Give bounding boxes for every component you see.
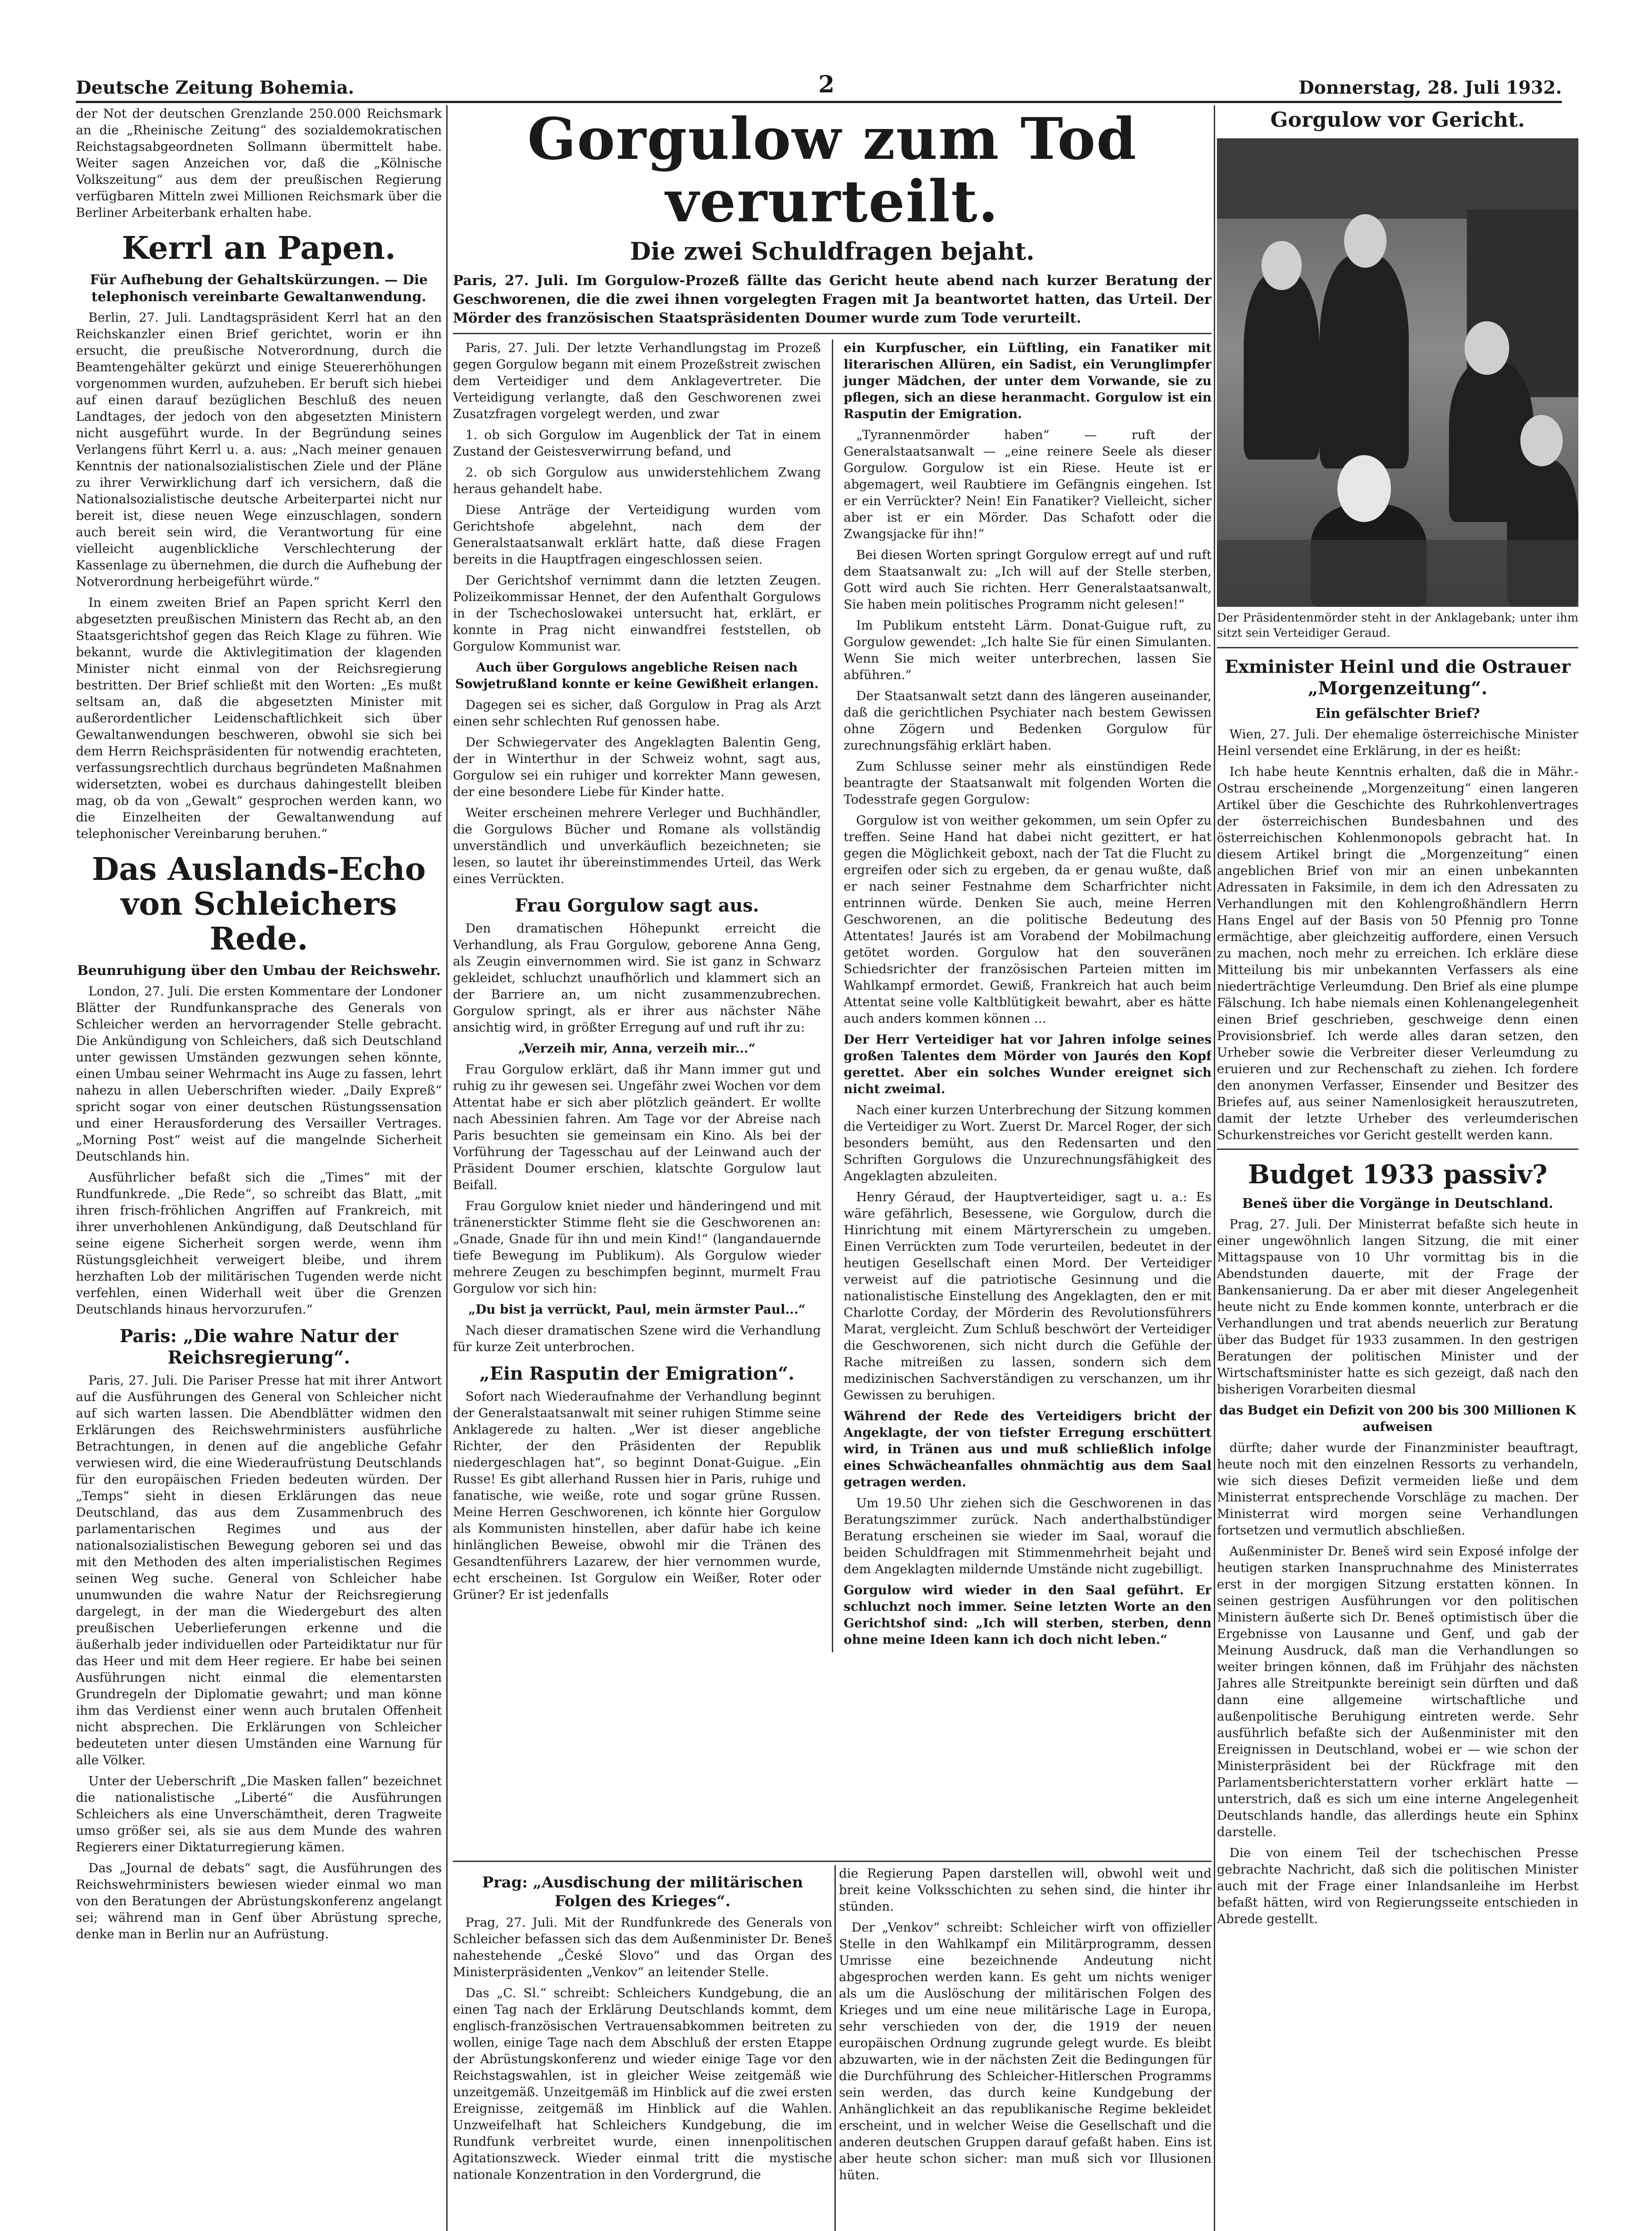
story-bold-paragraph: Während der Rede des Verteidigers bricht der Angeklagte, der von tiefster Erregung erschüttert wird, in Tränen aus und muß schließlich infolge eines Schwächeanfalles ohnmächtig aus dem Saal getragen werden. <box>843 1409 1212 1489</box>
divider <box>1217 1149 1578 1150</box>
main-story <box>453 105 1212 1966</box>
main-subheadline: Die zwei Schuldfragen bejaht. <box>630 237 1035 265</box>
kerrl-subheadline: Für Aufhebung der Gehaltskürzungen. — Die telephonisch vereinbarte Gewaltanwendung. <box>90 272 428 305</box>
budget-bold-line: das Budget ein Defizit von 200 bis 300 Millionen K aufweisen <box>1219 1403 1576 1434</box>
column-rule <box>832 340 833 1652</box>
story-paragraph: Sofort nach Wiederaufnahme der Verhandlung beginnt der Generalstaatsanwalt mit seiner ruhigen Stimme seine Anklagerede zu halten. „Wer ist dieser angebliche Richter, der den Präsidenten der Republik niedergeschlagen hat“, so beginnt Donat-Guigue. „Ein Russe! Es gibt allerhand Russen hier in Paris, ruhige und fanatische, wie weiße, rote und sogar grüne Russen. Meine Herren Geschworenen, ich könnte hier Gorgulow als Kommunisten hinstellen, aber dafür habe ich keine hinlänglichen Beweise, obwohl mir die Tränen des Gesandtenführers Lazarew, der hier vernommen wurde, echt erscheinen. Ist Gorgulow ein Weißer, Roter oder Grüner? Er ist jedenfalls <box>453 1389 821 1602</box>
prag-paragraph: Der „Venkov“ schreibt: Schleicher wirft von offizieller Stelle in den Wahlkampf ein Militärprogramm, dessen Umrisse eine bezeichnende Andeutung nicht abgesprochen werden kann. Es geht um nichts weniger als um die Auslöschung der militärischen Folgen des Krieges und um eine neue militärische Lage in Europa, sehr verschieden von der, die 1919 der neuen europäischen Ordnung zugrunde gelegt wurde. Es bleibt abzuwarten, wie in der nächsten Zeit die Bedingungen für die Durchführung des Schleicher-Hitlerschen Programms sein werden, das durch keine Kundgebung der Anhänglichkeit an das republikanische Regime bekleidet erscheint, und in welcher Weise die Gesellschaft und die anderen deutschen Gruppen darauf gefaßt haben. Eins ist aber heute schon sicher: man muß sich vor Illusionen hüten. <box>839 1920 1212 2182</box>
rasputin-headline: „Ein Rasputin der Emigration“. <box>479 1363 795 1384</box>
story-bold-line: Auch über Gorgulows angebliche Reisen nach Sowjetrußland konnte er keine Gewißheit erlangen. <box>455 660 819 691</box>
prag-paragraph: die Regierung Papen darstellen will, obwohl weit und breit keine Volksschichten zu sehen sind, die hinter ihr stünden. <box>839 1866 1212 1914</box>
budget-paragraph: Außenminister Dr. Beneš wird sein Exposé infolge der heutigen starken Inanspruchnahme des Ministerrates erst in der morgigen Sitzung erstatten können. In seinen gestrigen Ausführungen vor den politischen Ministern äußerte sich Dr. Beneš optimistisch über die Ergebnisse von Lausanne und Genf, und gab der Meinung Ausdruck, daß man die Verhandlungen so weiter bringen können, daß im Frühjahr des nächsten Jahres alle Streitpunkte bereinigt sein dürften und daß dann eine allgemeine wirtschaftliche und außenpolitische Beruhigung eintreten werde. Sehr ausführlich befaßte sich der Außenminister mit den Ereignissen in Deutschland, wobei er — wie schon der Ministerpräsident bei der Rückfrage mit den Parlamentsberichterstattern vorher erklärt hatte — unterstrich, daß es sich um eine interne Angelegenheit Deutschlands handle, das allerdings heute ein Sphinx darstelle. <box>1217 1544 1578 1839</box>
paris-paragraph: Das „Journal de debats“ sagt, die Ausführungen des Reichswehrministers bewiesen wieder einmal wo man von den Beratungen der Abrüstungskonferenz angelangt sei; während man in Genf über Abrüstung spreche, denke man in Berlin nur an Aufrüstung. <box>76 1861 442 1941</box>
story-paragraph: Zum Schlusse seiner mehr als einstündigen Rede beantragte der Staatsanwalt mit folgenden Worten die Todesstrafe gegen Gorgulow: <box>843 759 1212 807</box>
kerrl-paragraph: In einem zweiten Brief an Papen spricht Kerrl den abgesetzten preußischen Ministern das Recht ab, an den Staatsgerichtshof gegen das Reich Klage zu führen. Wie bekannt, wurde die Aktivlegitimation der klagenden Minister nicht einmal von der Reichsregierung bestritten. Der Brief schließt mit den Worten: „Es mußt seltsam an, daß die abgesetzten Minister mit außerordentlicher Leidenschaftlichkeit sich über Gewaltanwendungen beschweren, obwohl sie sich bei dem Herrn Reichspräsidenten für notwendig erachteten, verfassungsrechtlich durchaus begründeten Maßnahmen widersetzten, wobei es durchaus dahingestellt bleiben mag, ob da von „Gewalt“ gesprochen werden kann, wo die Einzelheiten der Gewaltanwendung auf telephonischer Vereinbarung beruhen.“ <box>76 595 442 841</box>
paris-paragraph: Paris, 27. Juli. Die Pariser Presse hat mit ihrer Antwort auf die Ausführungen des General von Schleicher nicht auf sich warten lassen. Die Abendblätter widmen den Erklärungen des Reichswehrministers ausführliche Betrachtungen, in denen auf die angebliche Gefahr verwiesen wird, die eine Wiederaufrüstung Deutschlands für den europäischen Frieden bedeuten würden. Der „Temps“ sieht in diesen Erklärungen das neue Deutschland, das aus dem Zusammenbruch des parlamentarischen Regimes und aus der nationalsozialistischen Bewegung geboren sei und das mit den Methoden des alten imperialistischen Regimes seinen Weg suche. General von Schleicher habe unumwunden die wahre Natur der Reichsregierung dargelegt, in der man die Wiedergeburt des alten preußischen Ueberlieferungen erkenne und die äußerhalb jeder individuellen oder Parteidiktatur nur für das Heer und mit dem Heer regiere. Er habe bei seinen Ausführungen nicht einmal die elementarsten Grundregeln der Diplomatie gewahrt; und man könne ihm das Verdienst einer wenn auch brutalen Offenheit nicht absprechen. Die Erklärungen von Schleicher bedeuteten unter diesen Umständen eine Warnung für alle Völker. <box>76 1373 442 1767</box>
story-paragraph: Der Staatsanwalt setzt dann des längeren auseinander, daß die gerichtlichen Psychiater nach bestem Gewissen ohne Zögern und Bedenken Gorgulow für zurechnungsfähig erklärt haben. <box>843 688 1212 753</box>
story-paragraph: Paris, 27. Juli. Der letzte Verhandlungstag im Prozeß gegen Gorgulow begann mit einem Prozeßstreit zwischen dem Verteidiger und dem Anklagevertreter. Die Verteidigung verlangte, daß den Geschworenen zwei Zusatzfragen vorgelegt werden, und zwar <box>453 340 821 421</box>
story-paragraph: Diese Anträge der Verteidigung wurden vom Gerichtshofe abgelehnt, nach dem der Generalstaatsanwalt erklärt hatte, daß diese Fragen bereits in die Hauptfragen eingeschlossen seien. <box>453 502 821 567</box>
story-paragraph: Um 19.50 Uhr ziehen sich die Geschworenen in das Beratungszimmer zurück. Nach anderthalbstündiger Beratung erscheinen sie wieder im Saal, worauf die beiden Schuldfragen mit Stimmenmehrheit bejaht und dem Angeklagten mildernde Umstände nicht zugebilligt. <box>843 1496 1212 1576</box>
story-paragraph: Bei diesen Worten springt Gorgulow erregt auf und ruft dem Staatsanwalt zu: „Ich will auf der Stelle sterben, Gott wird auch Sie richten. Herr Generalstaatsanwalt, Sie haben mein politisches Programm nicht gelesen!“ <box>843 547 1212 612</box>
paris-paragraph: Unter der Ueberschrift „Die Masken fallen“ bezeichnet die nationalistische „Liberté“ die Ausführungen Schleichers als eine Unverschämtheit, deren Tragweite umso größer sei, als sie aus dem Munde des wahren Regierers einer Diktaturregierung kämen. <box>76 1774 442 1854</box>
story-paragraph: Der Schwiegervater des Angeklagten Balentin Geng, der in Winterthur in der Schweiz wohnt, sagt aus, Gorgulow sei ein ruhiger und korrekter Mann gewesen, der eine besondere Liebe für Kinder hatte. <box>453 735 821 799</box>
story-bold-paragraph: ein Kurpfuscher, ein Lüftling, ein Fanatiker mit literarischen Allüren, ein Sadist, ein Verunglimpfer junger Mädchen, der unter dem Vorwande, sie zu pflegen, sich an diese heranmacht. Gorgulow ist ein Rasputin der Emigration. <box>843 340 1212 421</box>
heinl-subheadline: Ein gefälschter Brief? <box>1315 706 1480 722</box>
story-paragraph: Nach einer kurzen Unterbrechung der Sitzung kommen die Verteidiger zu Wort. Zuerst Dr. Marcel Roger, der sich besonders bemüht, aus den Redensarten und den Schriften Gorgulows die Unzurechnungsfähigkeit des Angeklagten abzuleiten. <box>843 1103 1212 1183</box>
main-intro: Paris, 27. Juli. Im Gorgulow-Prozeß fällte das Gericht heute abend nach kurzer Beratung der Geschworenen, die die zwei ihnen vorgelegten Fragen mit Ja beantwortet hatten, das Urteil. Der Mörder des französischen Staatspräsidenten Doumer wurde zum Tode verurteilt. <box>453 273 1212 326</box>
story-paragraph: Der Gerichtshof vernimmt dann die letzten Zeugen. Polizeikommissar Hennet, der den Aufenthalt Gorgulows in der Tschechoslowakei untersucht hat, erklärt, er konnte in Prag nicht einwandfrei feststellen, ob Gorgulow Kommunist war. <box>453 573 821 654</box>
section-rule <box>453 1861 1212 1862</box>
issue-date: Donnerstag, 28. Juli 1932. <box>1299 77 1562 98</box>
main-column-a <box>453 340 821 1652</box>
echo-headline: Das Auslands-Echo von Schleichers Rede. <box>91 850 426 957</box>
newspaper-name: Deutsche Zeitung Bohemia. <box>76 77 354 98</box>
budget-subheadline: Beneš über die Vorgänge in Deutschland. <box>1242 1196 1553 1211</box>
story-paragraph: „Tyrannenmörder haben“ — ruft der Generalstaatsanwalt — „eine reinere Seele als dieser Gorgulow. Gorgulow ist ein Riese. Heute ist er abgemagert, weil Raubtiere im Gefängnis eingehen. Ist er ein Verrückter? Nein! Ein Fanatiker? Vielleicht, sicher aber ist er ein Mörder. Das Schafott oder die Zwangsjacke für ihn!“ <box>843 427 1212 541</box>
story-paragraph: Frau Gorgulow erklärt, daß ihr Mann immer gut und ruhig zu ihr gewesen sei. Ungefähr zwei Wochen vor dem Attentat habe er sich aber plötzlich geändert. Er wollte nach Abessinien fahren. Am Tage vor der Abreise nach Paris besuchten sie gemeinsam ein Kino. Als bei der Vorführung der Tagesschau auf der Leinwand auch der Präsident Doumer erschien, klatschte Gorgulow laut Beifall. <box>453 1062 821 1192</box>
budget-headline: Budget 1933 passiv? <box>1248 1159 1548 1190</box>
story-paragraph: Dagegen sei es sicher, daß Gorgulow in Prag als Arzt einen sehr schlechten Ruf genossen habe. <box>453 697 821 729</box>
prag-article-a <box>453 1865 832 2231</box>
story-quote: „Verzeih mir, Anna, verzeih mir...“ <box>518 1041 756 1056</box>
echo-paragraph: Ausführlicher befaßt sich die „Times“ mit der Rundfunkrede. „Die Rede“, so schreibt das Blatt, „mit ihren frisch-fröhlichen Angriffen auf Frankreich, mit ihrer unverhohlenen Ankündigung, daß Deutschland für seine eigene Sicherheit sorgen werde, wenn ihm Rüstungsgleichheit verweigert bleibe, und ihrem herzhaften Lob der militärischen Tugenden werde nicht verfehlen, einen Widerhall weit über die Grenzen Deutschlands hinaus hervorzurufen.“ <box>76 1170 442 1317</box>
echo-subheadline: Beunruhigung über den Umbau der Reichswehr. <box>77 963 441 979</box>
column-rule <box>446 105 448 2231</box>
story-quote: „Du bist ja verrückt, Paul, mein ärmster Paul...“ <box>468 1302 805 1317</box>
photo-title: Gorgulow vor Gericht. <box>1270 108 1525 132</box>
kerrl-paragraph: Berlin, 27. Juli. Landtagspräsident Kerrl hat an den Reichskanzler einen Brief gerichtet, worin er ihn ersucht, die preußische Notverordnung, durch die Beamtengehälter gekürzt und einige Steuererhöhungen vorgenommen wurden, aufzuheben. Er beruft sich hiebei auf einen darauf bezüglichen Beschluß des neuen Landtages, der jedoch von den abgesetzten Ministern nicht ausgeführt wurde. In der Begründung seines Verlangens führt Kerrl u. a. aus: „Nach meiner genauen Kenntnis der nationalsozialistischen Ziele und der Pläne zu ihrer Verwirklichung darf ich versichern, daß die Nationalsozialistische deutsche Arbeiterpartei nicht nur bereit ist, diese neuen Wege einzuschlagen, sondern auch bereit sein wird, die Verantwortung für eine vielleicht augenblickliche Verschlechterung der Kassenlage zu übernehmen, die durch die Aufhebung der Notverordnung herbeigeführt würde.“ <box>76 310 442 589</box>
main-column-b <box>844 340 1212 1652</box>
story-list-item: 1. ob sich Gorgulow im Augenblick der Tat in einem Zustand der Geistesverwirrung befand, und <box>453 427 821 459</box>
prag-article-b <box>839 1865 1212 2231</box>
heinl-paragraph: Ich habe heute Kenntnis erhalten, daß die in Mähr.-Ostrau erscheinende „Morgenzeitung“ einen langeren Artikel über die Geschichte des Ruhrkohlenvertrages der österreichischen Bundesbahnen und des österreichischen Kohlenmonopols gebracht hat. In diesem Artikel bringt die „Morgenzeitung“ einen angeblichen Brief von mir an einen unbekannten Adressaten in Faksimile, in dem ich den Adressaten zu Verhandlungen mit den Kohlengroßhändlern Herrn Hans Engel auf der Basis von 50 Pfennig pro Tonne ermächtige, aber gleichzeitig auffordere, einen Versuch zu machen, noch mehr zu erreichen. Ich erkläre diese Mitteilung bis mir unbekannten Verfassers als eine niederträchtige Verleumdung. Den Brief als eine plumpe Fälschung. Ich habe niemals einen Kohlenangelegenheit einen Brief geschrieben, geschweige denn einen Provisionsbrief. Ich werde alles daran setzen, den Urheber sowie die Verbreiter dieser Verleumdung zu eruieren und zur Rechenschaft zu ziehen. Ich fordere den anonymen Verfasser, Einsender und Besitzer des Briefes auf, aus seiner Namenlosigkeit herauszutreten, damit der letzte Urheber des verleumderischen Schurkenstreiches vor Gericht gestellt werden kann. <box>1217 764 1578 1142</box>
story-list-item: 2. ob sich Gorgulow aus unwiderstehlichem Zwang heraus gehandelt habe. <box>453 465 821 496</box>
courtroom-photo <box>1217 138 1578 607</box>
budget-paragraph: dürfte; daher wurde der Finanzminister beauftragt, heute noch mit den einzelnen Ressorts zu verhandeln, wie sich dieses Defizit vermeiden ließe und dem Ministerrat entsprechende Vorschläge zu machen. Der Ministerrat wird morgen seine Verhandlungen fortsetzen und vermutlich abschließen. <box>1217 1440 1578 1538</box>
story-paragraph: Im Publikum entsteht Lärm. Donat-Guigue ruft, zu Gorgulow gewendet: „Ich halte Sie für einen Simulanten. Wenn Sie mich weiter unterbrechen, lassen Sie abführen.“ <box>843 618 1212 682</box>
heinl-headline: Exminister Heinl und die Ostrauer „Morgenzeitung“. <box>1224 656 1571 699</box>
story-paragraph: Frau Gorgulow kniet nieder und händeringend und mit tränenerstickter Stimme fleht sie die Geschworenen an: „Gnade, Gnade für ihn und mein Kind!“ (langandauernde tiefe Bewegung im Publikum). Als Gorgulow wieder mehrere Zeugen zu beschimpfen beginnt, murmelt Frau Gorgulow vor sich hin: <box>453 1198 821 1296</box>
photo-caption: Der Präsidentenmörder steht in der Anklagebank; unter ihm sitzt sein Verteidiger Geraud. <box>1217 611 1578 640</box>
story-bold-paragraph: Der Herr Verteidiger hat vor Jahren infolge seines großen Talentes dem Mörder von Jaurés den Kopf gerettet. Aber ein solches Wunder ereignet sich nicht zweimal. <box>843 1032 1212 1096</box>
continued-text: der Not der deutschen Grenzlande 250.000 Reichsmark an die „Rheinische Zeitung“ des sozialdemokratischen Reichstagsabgeordneten Sollmann übermittelt habe. Weiter sagen Anzeichen vor, daß die „Kölnische Volkszeitung“ aus dem der preußischen Regierung verfügbaren Mitteln zwei Millionen Reichsmark über die Berliner Arbeiterbank erhalten habe. <box>76 106 442 220</box>
story-paragraph: Den dramatischen Höhepunkt erreicht die Verhandlung, als Frau Gorgulow, geborene Anna Geng, als Zeugin einvernommen wird. Sie ist ganz in Schwarz gekleidet, schluchzt unaufhörlich und klammert sich an der Barriere an, um nicht zusammenzubrechen. Gorgulow springt, als er ihrer aus nächster Nähe ansichtig wird, in größter Erregung auf und ruft ihr zu: <box>453 921 821 1035</box>
masthead <box>76 67 1562 98</box>
echo-paragraph: London, 27. Juli. Die ersten Kommentare der Londoner Blätter der Rundfunkansprache des Generals von Schleicher werden an hervorragender Stelle gebracht. Die Ankündigung von Schleichers, daß sich Deutschland unter gewissen Umständen gezwungen sehen könnte, einen Umbau seiner Wehrmacht ins Auge zu fassen, lehrt nahezu in allen Ueberschriften wieder. „Daily Expreß“ spricht sogar von einer deutschen Rüstungssensation und einer Herausforderung des Versailler Vertrages. „Morning Post“ weist auf die mangelnde Sicherheit Deutschlands hin. <box>76 984 442 1164</box>
kerrl-headline: Kerrl an Papen. <box>121 229 396 266</box>
story-paragraph: Gorgulow ist von weither gekommen, um sein Opfer zu treffen. Seine Hand hat dabei nicht gezittert, er hat gegen die Möglichkeit geboxt, nach der Tat die Flucht zu ergreifen oder sich zu ergeben, da er genau wußte, daß er nach seiner Festnahme dem Scharfrichter nicht entrinnen würde. Denken Sie auch, meine Herren Geschworenen, an die politische Bedeutung des Attentates! Jaurés ist am Vorabend der Mobilmachung getötet worden. Gorgulow hat den souveränen Schiedsrichter der französischen Parteien mitten im Wahlkampf ermordet. Gewiß, Frankreich hat auch beim Attentat seine volle Kaltblütigkeit bewahrt, aber es hätte auch anders kommen können ... <box>843 813 1212 1026</box>
story-paragraph: Nach dieser dramatischen Szene wird die Verhandlung für kurze Zeit unterbrochen. <box>453 1323 821 1354</box>
column-4 <box>1217 105 1578 2231</box>
page-number: 2 <box>818 71 835 98</box>
prag-paragraph: Prag, 27. Juli. Mit der Rundfunkrede des Generals von Schleicher befassen sich das dem Außenminister Dr. Beneš nahestehende „České Slovo“ und das Organ des Ministerpräsidenten „Venkov“ an leitender Stelle. <box>453 1915 832 1979</box>
column-1 <box>76 105 442 2231</box>
frau-headline: Frau Gorgulow sagt aus. <box>515 895 759 916</box>
prag-paragraph: Das „C. Sl.“ schreibt: Schleichers Kundgebung, die an einen Tag nach der Erklärung Deutschlands kommt, dem englisch-französischen Vertrauensabkommen beitreten zu wollen, einige Tage nach dem Abschluß der ersten Etappe der Abrüstungskonferenz und wieder einige Tage vor den Reichstagswahlen, ist in gleicher Weise zeitgemäß wie unzeitgemäß. Unzeitgemäß im Hinblick auf die zwei ersten Ereignisse, zeitgemäß im Hinblick auf die Wahlen. Unzweifelhaft hat Schleichers Kundgebung, die im Rundfunk verbreitet wurde, einen innenpolitischen Agitationszweck. Wieder einmal tritt die mystische nationale Konzentration in den Vordergrund, die <box>453 1986 832 2182</box>
budget-paragraph: Prag, 27. Juli. Der Ministerrat befaßte sich heute in einer ungewöhnlich langen Sitzung, die mit einer Mittagspause von 10 Uhr vormittag bis in die Abendstunden dauerte, mit der Frage der Bankensanierung. Da er aber mit dieser Angelegenheit heute nicht zu Ende kommen konnte, unterbrach er die Verhandlungen und trat abends neuerlich zur Beratung über das Budget für 1933 zusammen. In den gestrigen Beratungen der politischen Minister und der Wirtschaftsminister hatte es sich gezeigt, daß nach den bisherigen Vorarbeiten diesmal <box>1217 1217 1578 1397</box>
prag-headline: Prag: „Ausdischung der militärischen Folgen des Krieges“. <box>482 1874 803 1910</box>
story-paragraph: Weiter erscheinen mehrere Verleger und Buchhändler, die Gorgulows Bücher und Romane als vollständig unverständlich und unverkäuflich bezeichneten; sie lesen, so lautet ihr übereinstimmendes Urteil, das Werk eines Verrückten. <box>453 805 821 886</box>
column-rule <box>1214 105 1215 2231</box>
top-rule <box>76 101 1562 103</box>
heinl-paragraph: Wien, 27. Juli. Der ehemalige österreichische Minister Heinl versendet eine Erklärung, in der es heißt: <box>1217 727 1578 758</box>
divider <box>453 333 1212 334</box>
story-paragraph: Henry Géraud, der Hauptverteidiger, sagt u. a.: Es wäre gefährlich, Besessene, wie Gorgulow, durch die Hinrichtung mit einem Märtyrerschein zu umgeben. Einen Verrückten zum Tode verurteilen, bedeutet in der heutigen Gesellschaft einen Mord. Der Verteidiger verweist auf die patriotische Gesinnung und die nationalistische Einstellung des Angeklagten, den er mit Charlotte Corday, der Mörderin des Revolutionsführers Marat, vergleicht. Zum Schluß beschwört der Verteidiger die Geschworenen, sich nicht durch die Gefühle der Rache mitreißen zu lassen, sondern sich dem medizinischen Sachverständigen zu verschanzen, um ihr Gewissen zu beruhigen. <box>843 1190 1212 1402</box>
main-headline: Gorgulow zum Tod verurteilt. <box>527 106 1137 235</box>
budget-paragraph: Die von einem Teil der tschechischen Presse gebrachte Nachricht, daß sich die politischen Minister auch mit der Frage einer Inlandsanleihe im Herbst befaßt hätten, wird von Regierungsseite entschieden in Abrede gestellt. <box>1217 1845 1578 1926</box>
paris-headline: Paris: „Die wahre Natur der Reichsregierung“. <box>119 1326 398 1368</box>
column-rule <box>834 1865 836 2231</box>
divider <box>1217 647 1578 648</box>
story-bold-paragraph: Gorgulow wird wieder in den Saal geführt. Er schluchzt noch immer. Seine letzten Worte an den Gerichtshof sind: „Ich will sterben, sterben, denn ohne meine Ideen kann ich doch nicht leben.“ <box>843 1583 1212 1647</box>
